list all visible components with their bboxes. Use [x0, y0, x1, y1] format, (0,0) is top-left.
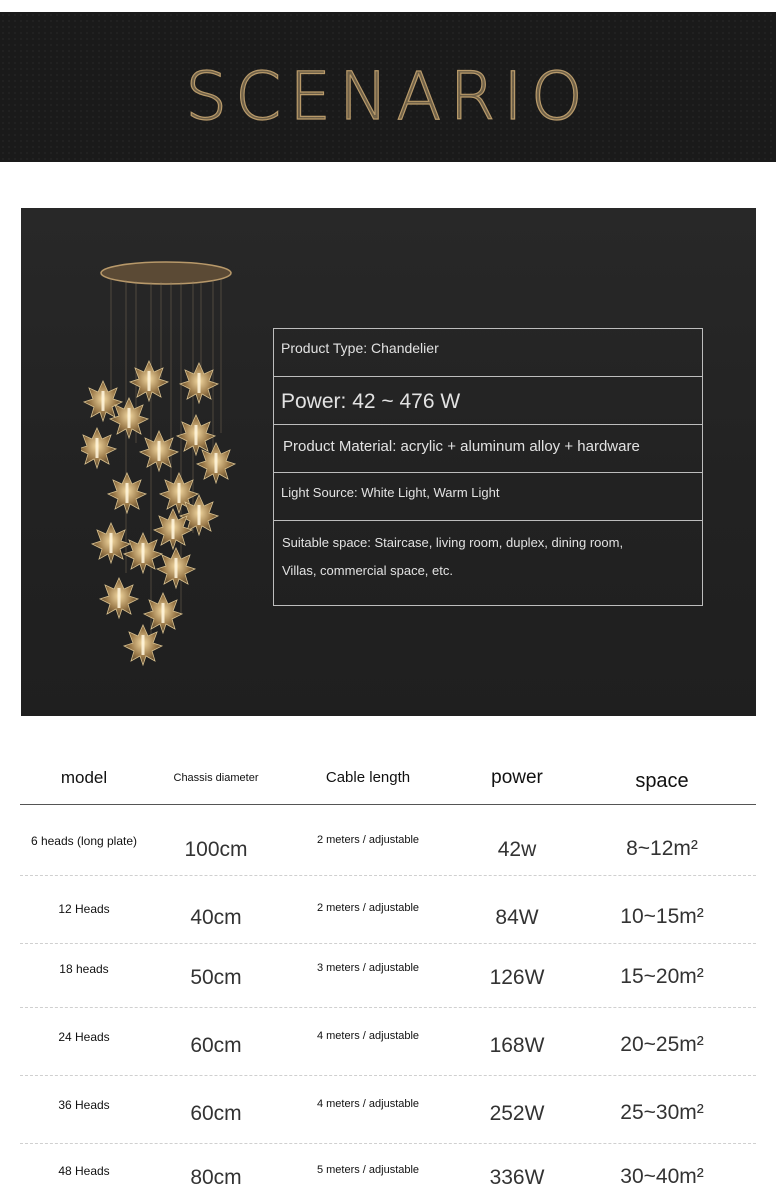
spec-suitable-line-1: Suitable space: Staircase, living room, duplex, dining room, [282, 535, 624, 550]
cell-model: 6 heads (long plate) [30, 834, 138, 848]
cell-space: 8~12m² [626, 837, 698, 860]
cell-cable-length: 5 meters / adjustable [316, 1164, 420, 1176]
cell-space: 25~30m² [620, 1101, 704, 1124]
cell-model: 12 Heads [58, 902, 110, 916]
cell-power: 336W [489, 1166, 545, 1189]
banner-title: SCENARIO [185, 58, 591, 135]
header-power: power [491, 767, 543, 788]
cell-chassis-diameter: 50cm [190, 966, 242, 989]
header-chassis-diameter: Chassis diameter [173, 772, 259, 784]
scenario-banner [0, 12, 776, 162]
product-panel [21, 208, 756, 716]
cell-chassis-diameter: 80cm [190, 1166, 242, 1189]
cell-power: 252W [489, 1102, 545, 1125]
cell-cable-length: 4 meters / adjustable [316, 1030, 420, 1042]
cell-space: 20~25m² [620, 1033, 704, 1056]
table-row [20, 1144, 756, 1200]
cell-space: 15~20m² [620, 965, 704, 988]
cell-chassis-diameter: 60cm [190, 1034, 242, 1057]
cell-cable-length: 2 meters / adjustable [316, 902, 420, 914]
spec-light-source: Light Source: White Light, Warm Light [274, 473, 702, 521]
cell-space: 10~15m² [620, 905, 704, 928]
cell-model: 48 Heads [58, 1164, 110, 1178]
spec-material: Product Material: acrylic + aluminum alloy + hardware [274, 425, 702, 473]
cell-cable-length: 2 meters / adjustable [316, 834, 420, 846]
cell-space: 30~40m² [620, 1165, 704, 1188]
header-cable-length: Cable length [325, 769, 411, 786]
cell-power: 84W [495, 906, 539, 929]
header-space: space [635, 770, 689, 792]
chandelier-image [81, 253, 261, 673]
spec-suitable-line-2: Villas, commercial space, etc. [282, 563, 453, 578]
cell-cable-length: 3 meters / adjustable [316, 962, 420, 974]
cell-cable-length: 4 meters / adjustable [316, 1098, 420, 1110]
table-row [20, 942, 756, 1008]
table-row [20, 808, 756, 876]
spec-power: Power: 42 ~ 476 W [274, 377, 702, 425]
cell-model: 36 Heads [58, 1098, 110, 1112]
cell-chassis-diameter: 60cm [190, 1102, 242, 1125]
spec-box [273, 328, 703, 606]
cell-power: 42w [497, 838, 537, 861]
size-table [20, 750, 756, 1200]
header-divider [20, 804, 756, 805]
header-model: model [60, 768, 108, 787]
spec-product-type: Product Type: Chandelier [274, 329, 702, 377]
spec-suitable-space [274, 521, 702, 607]
cell-power: 126W [489, 966, 545, 989]
table-row [20, 1008, 756, 1076]
table-row [20, 876, 756, 944]
cell-chassis-diameter: 40cm [190, 906, 242, 929]
table-row [20, 1076, 756, 1144]
cell-chassis-diameter: 100cm [184, 838, 248, 861]
cell-model: 18 heads [59, 962, 109, 976]
cell-power: 168W [489, 1034, 545, 1057]
cell-model: 24 Heads [58, 1030, 110, 1044]
